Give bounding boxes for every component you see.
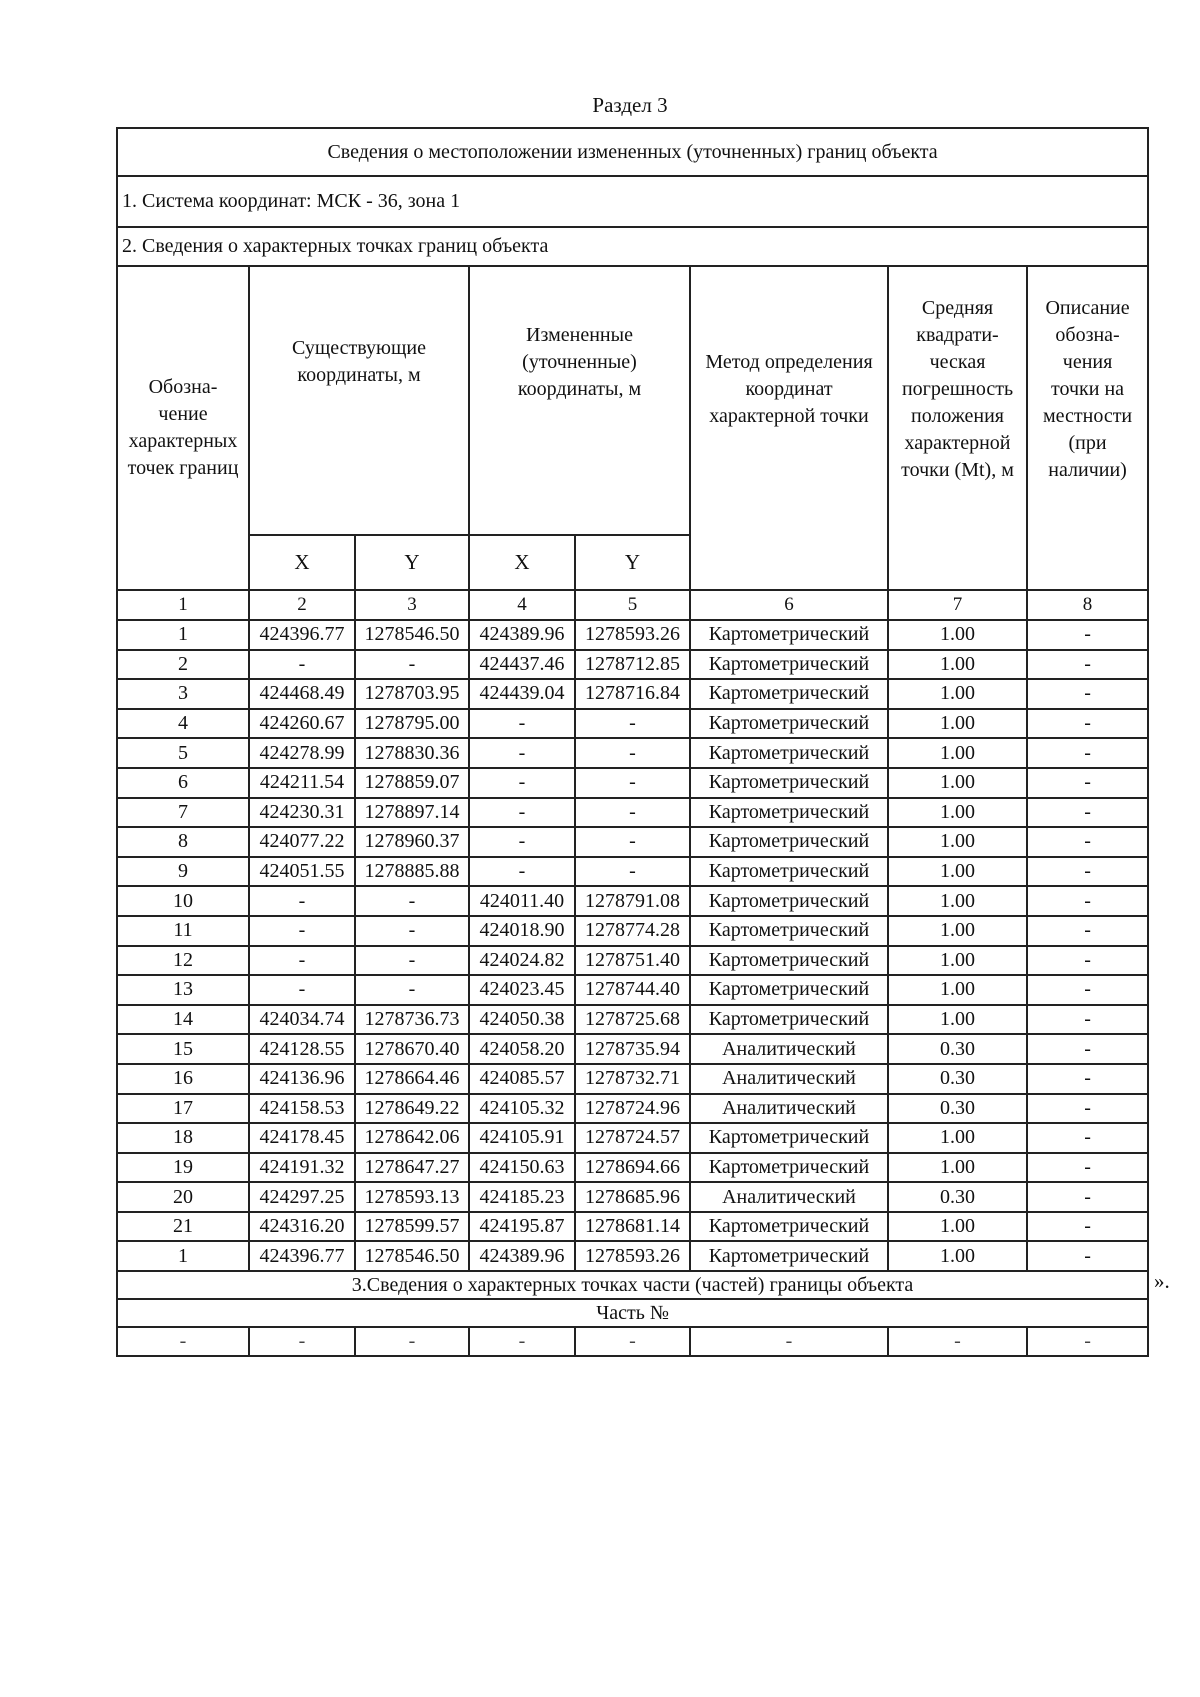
cell-point-id: 3 (117, 679, 249, 709)
table-row (117, 709, 1148, 739)
cell-existing-x: 424191.32 (249, 1153, 355, 1183)
cell-error: 0.30 (888, 1034, 1027, 1064)
cell-error: 1.00 (888, 946, 1027, 976)
cell-existing-y: 1278647.27 (355, 1153, 469, 1183)
cell-description: - (1027, 1034, 1148, 1064)
cell-point-id: 13 (117, 975, 249, 1005)
cell-method: Картометрический (690, 709, 888, 739)
cell-changed-y: 1278725.68 (575, 1005, 690, 1035)
cell-method: Картометрический (690, 1241, 888, 1271)
cell-existing-y: 1278960.37 (355, 827, 469, 857)
cell-changed-y: 1278744.40 (575, 975, 690, 1005)
cell-changed-x: 424011.40 (469, 886, 575, 916)
cell-error: 1.00 (888, 1123, 1027, 1153)
cell-description: - (1027, 916, 1148, 946)
cell-point-id: 12 (117, 946, 249, 976)
cell-point-id: 19 (117, 1153, 249, 1183)
cell-existing-y: - (355, 650, 469, 680)
column-number: 6 (690, 590, 888, 620)
cell-description: - (1027, 1064, 1148, 1094)
cell-error: 1.00 (888, 975, 1027, 1005)
cell-existing-x: 424297.25 (249, 1182, 355, 1212)
cell-changed-x: 424437.46 (469, 650, 575, 680)
cell-changed-x: 424105.32 (469, 1094, 575, 1124)
cell-changed-x: - (469, 827, 575, 857)
cell-description: - (1027, 1182, 1148, 1212)
table-row (117, 1064, 1148, 1094)
cell-existing-y: - (355, 975, 469, 1005)
cell-point-id: 21 (117, 1212, 249, 1242)
cell-existing-y: 1278664.46 (355, 1064, 469, 1094)
header-y-existing: Y (355, 535, 469, 590)
part-cell: - (355, 1327, 469, 1356)
part-heading: 3.Сведения о характерных точках части (частей) границы объекта (117, 1271, 1148, 1299)
column-number: 8 (1027, 590, 1148, 620)
cell-changed-y: 1278732.71 (575, 1064, 690, 1094)
cell-method: Картометрический (690, 738, 888, 768)
column-number: 5 (575, 590, 690, 620)
cell-error: 1.00 (888, 798, 1027, 828)
cell-description: - (1027, 679, 1148, 709)
table-row (117, 1005, 1148, 1035)
column-number: 4 (469, 590, 575, 620)
cell-description: - (1027, 768, 1148, 798)
cell-existing-y: 1278670.40 (355, 1034, 469, 1064)
cell-method: Картометрический (690, 650, 888, 680)
cell-description: - (1027, 1212, 1148, 1242)
cell-changed-y: 1278681.14 (575, 1212, 690, 1242)
cell-point-id: 2 (117, 650, 249, 680)
column-number: 1 (117, 590, 249, 620)
cell-changed-x: 424439.04 (469, 679, 575, 709)
cell-description: - (1027, 1241, 1148, 1271)
cell-changed-x: 424185.23 (469, 1182, 575, 1212)
header-point-designation: Обозна- чение характерных точек границ (117, 266, 249, 590)
table-row (117, 1123, 1148, 1153)
cell-error: 1.00 (888, 1241, 1027, 1271)
table-row (117, 916, 1148, 946)
cell-existing-x: 424468.49 (249, 679, 355, 709)
cell-existing-y: 1278830.36 (355, 738, 469, 768)
cell-changed-y: 1278774.28 (575, 916, 690, 946)
cell-method: Картометрический (690, 798, 888, 828)
cell-changed-x: 424023.45 (469, 975, 575, 1005)
cell-existing-x: 424051.55 (249, 857, 355, 887)
cell-changed-y: - (575, 768, 690, 798)
cell-point-id: 20 (117, 1182, 249, 1212)
cell-changed-y: 1278694.66 (575, 1153, 690, 1183)
cell-point-id: 11 (117, 916, 249, 946)
cell-existing-y: 1278859.07 (355, 768, 469, 798)
cell-existing-x: - (249, 946, 355, 976)
cell-changed-x: 424050.38 (469, 1005, 575, 1035)
cell-changed-y: 1278593.26 (575, 620, 690, 650)
cell-changed-x: - (469, 768, 575, 798)
cell-existing-y: - (355, 916, 469, 946)
cell-existing-x: 424316.20 (249, 1212, 355, 1242)
cell-point-id: 6 (117, 768, 249, 798)
cell-changed-x: 424058.20 (469, 1034, 575, 1064)
header-error: Средняя квадрати- ческая погрешность положения характерной точки (Mt), м (888, 266, 1027, 590)
cell-method: Картометрический (690, 946, 888, 976)
cell-description: - (1027, 1153, 1148, 1183)
cell-error: 1.00 (888, 916, 1027, 946)
cell-description: - (1027, 709, 1148, 739)
cell-method: Картометрический (690, 679, 888, 709)
table-row (117, 1153, 1148, 1183)
cell-existing-y: 1278897.14 (355, 798, 469, 828)
cell-method: Картометрический (690, 1123, 888, 1153)
cell-point-id: 16 (117, 1064, 249, 1094)
cell-description: - (1027, 620, 1148, 650)
table-row (117, 768, 1148, 798)
cell-existing-x: 424260.67 (249, 709, 355, 739)
cell-point-id: 15 (117, 1034, 249, 1064)
table-row (117, 650, 1148, 680)
cell-changed-y: - (575, 857, 690, 887)
cell-error: 1.00 (888, 886, 1027, 916)
cell-error: 0.30 (888, 1182, 1027, 1212)
cell-point-id: 18 (117, 1123, 249, 1153)
header-changed-coords: Измененные (уточненные) координаты, м (469, 266, 690, 535)
cell-point-id: 1 (117, 1241, 249, 1271)
part-cell: - (469, 1327, 575, 1356)
part-cell: - (249, 1327, 355, 1356)
cell-error: 1.00 (888, 1005, 1027, 1035)
cell-changed-y: - (575, 709, 690, 739)
cell-description: - (1027, 827, 1148, 857)
column-number: 2 (249, 590, 355, 620)
table-row (117, 857, 1148, 887)
header-x-existing: X (249, 535, 355, 590)
cell-existing-x: 424396.77 (249, 1241, 355, 1271)
cell-error: 1.00 (888, 768, 1027, 798)
cell-changed-y: 1278724.57 (575, 1123, 690, 1153)
cell-changed-x: - (469, 738, 575, 768)
cell-existing-x: 424136.96 (249, 1064, 355, 1094)
cell-changed-x: 424389.96 (469, 1241, 575, 1271)
cell-existing-y: 1278599.57 (355, 1212, 469, 1242)
cell-method: Картометрический (690, 768, 888, 798)
cell-method: Картометрический (690, 1153, 888, 1183)
table-row (117, 1241, 1148, 1271)
cell-changed-y: - (575, 798, 690, 828)
table-row (117, 738, 1148, 768)
cell-existing-x: 424158.53 (249, 1094, 355, 1124)
cell-changed-x: 424105.91 (469, 1123, 575, 1153)
cell-method: Аналитический (690, 1182, 888, 1212)
cell-description: - (1027, 650, 1148, 680)
cell-description: - (1027, 946, 1148, 976)
cell-error: 1.00 (888, 1212, 1027, 1242)
cell-existing-y: - (355, 946, 469, 976)
cell-changed-y: 1278685.96 (575, 1182, 690, 1212)
cell-error: 1.00 (888, 650, 1027, 680)
cell-changed-x: 424024.82 (469, 946, 575, 976)
table-row (117, 620, 1148, 650)
table-row (117, 946, 1148, 976)
cell-existing-y: 1278795.00 (355, 709, 469, 739)
part-cell: - (117, 1327, 249, 1356)
cell-error: 1.00 (888, 738, 1027, 768)
cell-changed-y: - (575, 827, 690, 857)
cell-existing-x: 424034.74 (249, 1005, 355, 1035)
header-y-changed: Y (575, 535, 690, 590)
column-number: 7 (888, 590, 1027, 620)
table-row (117, 886, 1148, 916)
cell-changed-y: 1278791.08 (575, 886, 690, 916)
header-description: Описание обозна- чения точки на местности (при наличии) (1027, 266, 1148, 590)
cell-description: - (1027, 738, 1148, 768)
cell-error: 1.00 (888, 679, 1027, 709)
cell-existing-x: - (249, 886, 355, 916)
part-cell: - (888, 1327, 1027, 1356)
cell-existing-y: 1278546.50 (355, 620, 469, 650)
cell-changed-x: - (469, 709, 575, 739)
header-method: Метод определения координат характерной точки (690, 266, 888, 590)
cell-existing-x: 424211.54 (249, 768, 355, 798)
cell-method: Картометрический (690, 916, 888, 946)
cell-method: Картометрический (690, 975, 888, 1005)
cell-description: - (1027, 1123, 1148, 1153)
table-title: Сведения о местоположении измененных (уточненных) границ объекта (117, 128, 1148, 176)
header-existing-coords: Существующие координаты, м (249, 266, 469, 535)
cell-method: Картометрический (690, 1212, 888, 1242)
part-cell: - (575, 1327, 690, 1356)
table-row (117, 975, 1148, 1005)
cell-error: 1.00 (888, 620, 1027, 650)
closing-mark: ». (1154, 1269, 1170, 1293)
cell-changed-y: 1278593.26 (575, 1241, 690, 1271)
cell-changed-x: - (469, 857, 575, 887)
part-cell: - (1027, 1327, 1148, 1356)
section-title: Раздел 3 (592, 93, 668, 117)
table-row (117, 1182, 1148, 1212)
cell-changed-x: - (469, 798, 575, 828)
table-row (117, 1094, 1148, 1124)
cell-error: 0.30 (888, 1064, 1027, 1094)
cell-existing-y: 1278649.22 (355, 1094, 469, 1124)
cell-existing-x: 424178.45 (249, 1123, 355, 1153)
cell-changed-x: 424389.96 (469, 620, 575, 650)
cell-existing-y: 1278885.88 (355, 857, 469, 887)
cell-point-id: 5 (117, 738, 249, 768)
cell-method: Аналитический (690, 1034, 888, 1064)
table-row (117, 827, 1148, 857)
cell-point-id: 7 (117, 798, 249, 828)
cell-changed-x: 424150.63 (469, 1153, 575, 1183)
column-number-row (117, 590, 1148, 620)
part-cell: - (690, 1327, 888, 1356)
cell-changed-y: 1278751.40 (575, 946, 690, 976)
cell-existing-x: - (249, 650, 355, 680)
cell-existing-y: 1278593.13 (355, 1182, 469, 1212)
header-x-changed: X (469, 535, 575, 590)
cell-changed-y: 1278716.84 (575, 679, 690, 709)
cell-changed-x: 424195.87 (469, 1212, 575, 1242)
cell-changed-y: 1278735.94 (575, 1034, 690, 1064)
column-number: 3 (355, 590, 469, 620)
cell-point-id: 9 (117, 857, 249, 887)
part-label: Часть № (117, 1299, 1148, 1327)
points-heading: 2. Сведения о характерных точках границ объекта (117, 227, 1148, 266)
table-row (117, 798, 1148, 828)
cell-description: - (1027, 975, 1148, 1005)
cell-description: - (1027, 798, 1148, 828)
cell-error: 1.00 (888, 709, 1027, 739)
cell-existing-y: 1278736.73 (355, 1005, 469, 1035)
cell-method: Картометрический (690, 620, 888, 650)
table-row (117, 679, 1148, 709)
cell-description: - (1027, 886, 1148, 916)
cell-error: 1.00 (888, 1153, 1027, 1183)
cell-existing-x: 424278.99 (249, 738, 355, 768)
cell-existing-x: - (249, 975, 355, 1005)
cell-method: Аналитический (690, 1064, 888, 1094)
table-row (117, 1034, 1148, 1064)
cell-existing-y: - (355, 886, 469, 916)
cell-method: Аналитический (690, 1094, 888, 1124)
cell-description: - (1027, 1005, 1148, 1035)
part-row (117, 1327, 1148, 1356)
cell-changed-x: 424018.90 (469, 916, 575, 946)
cell-description: - (1027, 857, 1148, 887)
cell-existing-y: 1278703.95 (355, 679, 469, 709)
cell-point-id: 17 (117, 1094, 249, 1124)
cell-existing-x: 424396.77 (249, 620, 355, 650)
cell-method: Картометрический (690, 857, 888, 887)
cell-error: 1.00 (888, 827, 1027, 857)
cell-changed-x: 424085.57 (469, 1064, 575, 1094)
cell-method: Картометрический (690, 1005, 888, 1035)
cell-point-id: 14 (117, 1005, 249, 1035)
cell-changed-y: 1278724.96 (575, 1094, 690, 1124)
table-row (117, 1212, 1148, 1242)
cell-description: - (1027, 1094, 1148, 1124)
cell-existing-x: - (249, 916, 355, 946)
cell-existing-x: 424077.22 (249, 827, 355, 857)
cell-existing-y: 1278642.06 (355, 1123, 469, 1153)
cell-point-id: 1 (117, 620, 249, 650)
cell-changed-y: 1278712.85 (575, 650, 690, 680)
cell-point-id: 10 (117, 886, 249, 916)
cell-existing-x: 424230.31 (249, 798, 355, 828)
cell-error: 0.30 (888, 1094, 1027, 1124)
cell-point-id: 8 (117, 827, 249, 857)
coord-system: 1. Система координат: МСК - 36, зона 1 (117, 176, 1148, 227)
cell-method: Картометрический (690, 827, 888, 857)
cell-changed-y: - (575, 738, 690, 768)
cell-existing-y: 1278546.50 (355, 1241, 469, 1271)
cell-error: 1.00 (888, 857, 1027, 887)
cell-method: Картометрический (690, 886, 888, 916)
cell-existing-x: 424128.55 (249, 1034, 355, 1064)
cell-point-id: 4 (117, 709, 249, 739)
boundary-table (116, 127, 1149, 1357)
